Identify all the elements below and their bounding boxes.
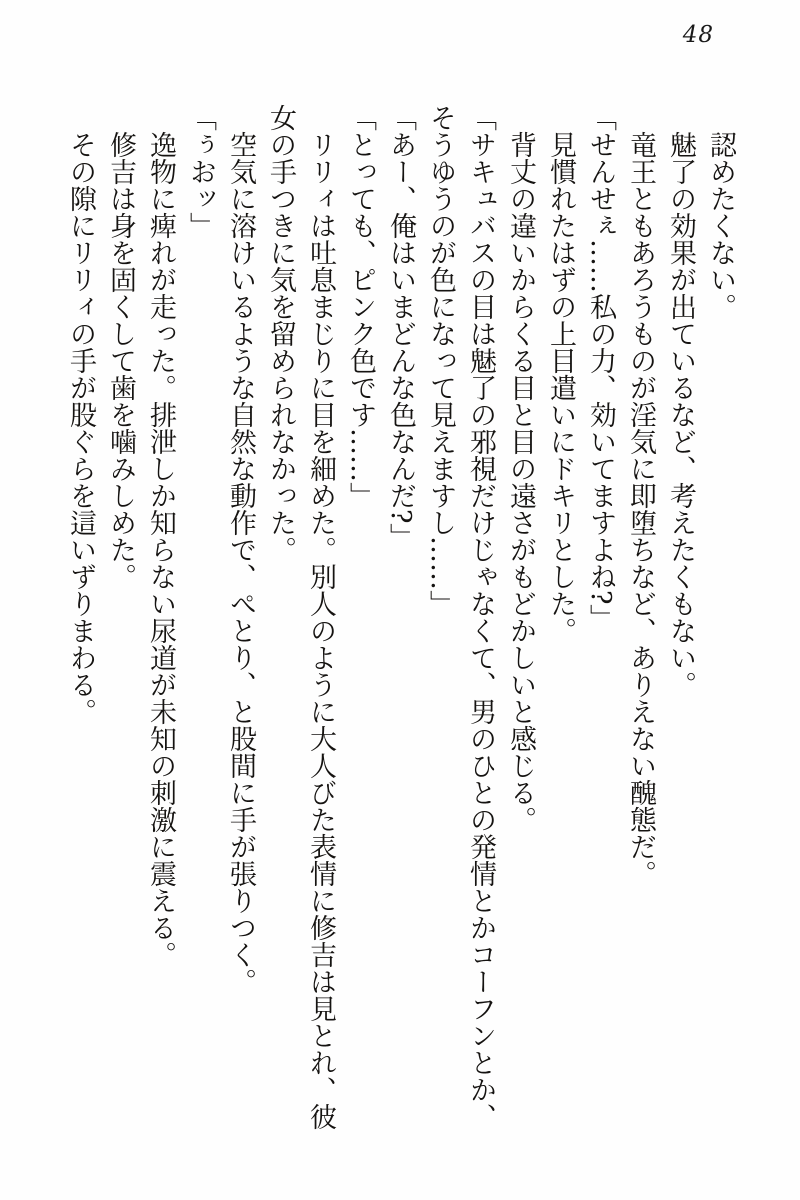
paragraph: 「ぅおッ」 [185, 104, 216, 239]
paragraph: 「あー、俺はいまどんな色なんだ?」 [385, 104, 416, 551]
paragraph: 見慣れたはずの上目遣いにドキリとした。 [545, 131, 576, 644]
paragraph: 「せんせぇ……私の力、効いてますよね?」 [585, 104, 616, 632]
paragraph: リリィは吐息まじりに目を細めた。別人のように大人びた表情に修吉は見とれ、彼女の手つきに気を留められなかった。 [265, 104, 336, 1130]
paragraph: 空気に溶けいるような自然な動作で、ぺとり、と股間に手が張りつく。 [225, 131, 256, 995]
paragraph: 認めたくない。 [705, 131, 736, 320]
paragraph: 逸物に痺れが走った。排泄しか知らない尿道が未知の刺激に震える。 [145, 131, 176, 968]
paragraph: 竜王ともあろうものが淫気に即堕ちなど、ありえない醜態だ。 [625, 131, 656, 887]
paragraph: その隙にリリィの手が股ぐらを這いずりまわる。 [65, 131, 96, 725]
paragraph: 背丈の違いからくる目と目の遠さがもどかしいと感じる。 [505, 131, 536, 833]
page-number: 48 [682, 22, 714, 48]
body-text [60, 104, 740, 1136]
paragraph: 魅了の効果が出ているなど、考えたくもない。 [665, 131, 696, 698]
paragraph: 「とっても、ピンク色です……」 [345, 104, 376, 509]
paragraph: 修吉は身を固くして歯を噛みしめた。 [105, 131, 136, 590]
paragraph: 「サキュバスの目は魅了の邪視だけじゃなくて、男のひとの発情とかコーフンとか、そうゆうのが色になって見えますし……」 [425, 104, 496, 1130]
